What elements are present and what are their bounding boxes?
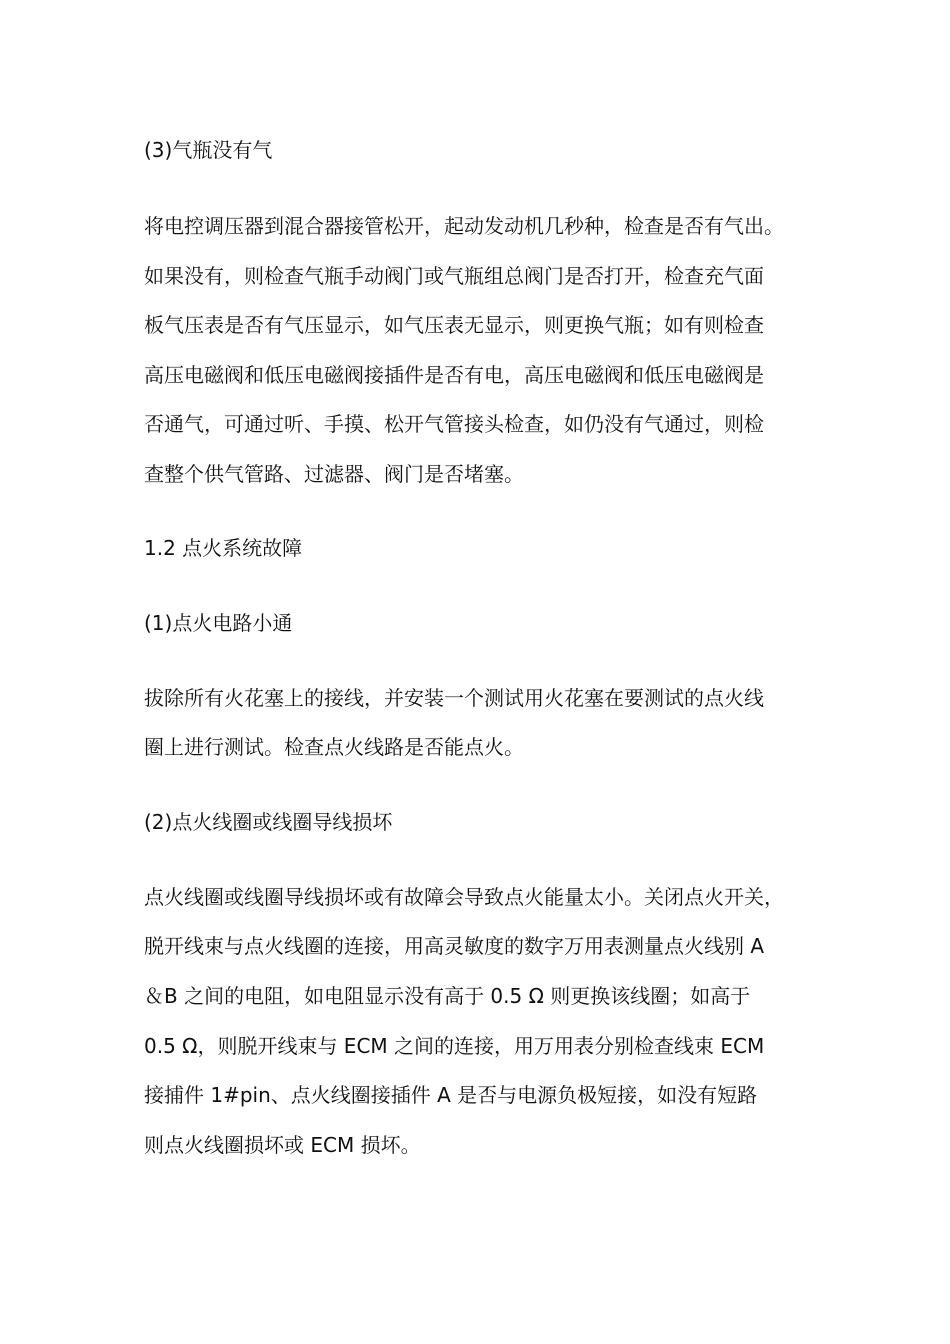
heading-coil: (2)点火线圈或线圈导线损坏: [144, 810, 393, 834]
paragraph-line: 查整个供气管路、过滤器、阀门是否堵塞。: [144, 462, 524, 486]
paragraph-line: 点火线圈或线圈导线损坏或有故障会导致点火能量太小。关闭点火开关，: [144, 885, 784, 909]
paragraph-line: 0.5 Ω，则脱开线束与 ECM 之间的连接，用万用表分别检查线束 ECM: [144, 1034, 765, 1058]
paragraph-line: 板气压表是否有气压显示，如气压表无显示，则更换气瓶；如有则检查: [144, 313, 764, 337]
heading-circuit: (1)点火电路小通: [144, 611, 293, 635]
paragraph-line: 脱开线束与点火线圈的连接，用高灵敏度的数字万用表测量点火线别 A: [144, 934, 765, 958]
paragraph-line: ＆B 之间的电阻，如电阻显示没有高于 0.5 Ω 则更换该线圈；如高于: [144, 984, 751, 1008]
paragraph-line: 圈上进行测试。检查点火线路是否能点火。: [144, 735, 524, 759]
paragraph-line: 拔除所有火花塞上的接线，并安装一个测试用火花塞在要测试的点火线: [144, 686, 764, 710]
paragraph-line: 将电控调压器到混合器接管松开，起动发动机几秒种，检查是否有气出。: [144, 214, 784, 238]
section-title-ignition: 1.2 点火系统故障: [144, 536, 303, 560]
paragraph-line: 则点火线圈损坏或 ECM 损坏。: [144, 1133, 421, 1157]
heading-gas-empty: (3)气瓶没有气: [144, 138, 273, 162]
paragraph-line: 接捕件 1#pin、点火线圈接插件 A 是否与电源负极短接，如没有短路: [144, 1083, 758, 1107]
paragraph-line: 如果没有，则检查气瓶手动阀门或气瓶组总阀门是否打开，检查充气面: [144, 264, 764, 288]
paragraph-line: 高压电磁阀和低压电磁阀接插件是否有电，高压电磁阀和低压电磁阀是: [144, 363, 764, 387]
paragraph-line: 否通气，可通过听、手摸、松开气管接头检查，如仍没有气通过，则检: [144, 412, 764, 436]
